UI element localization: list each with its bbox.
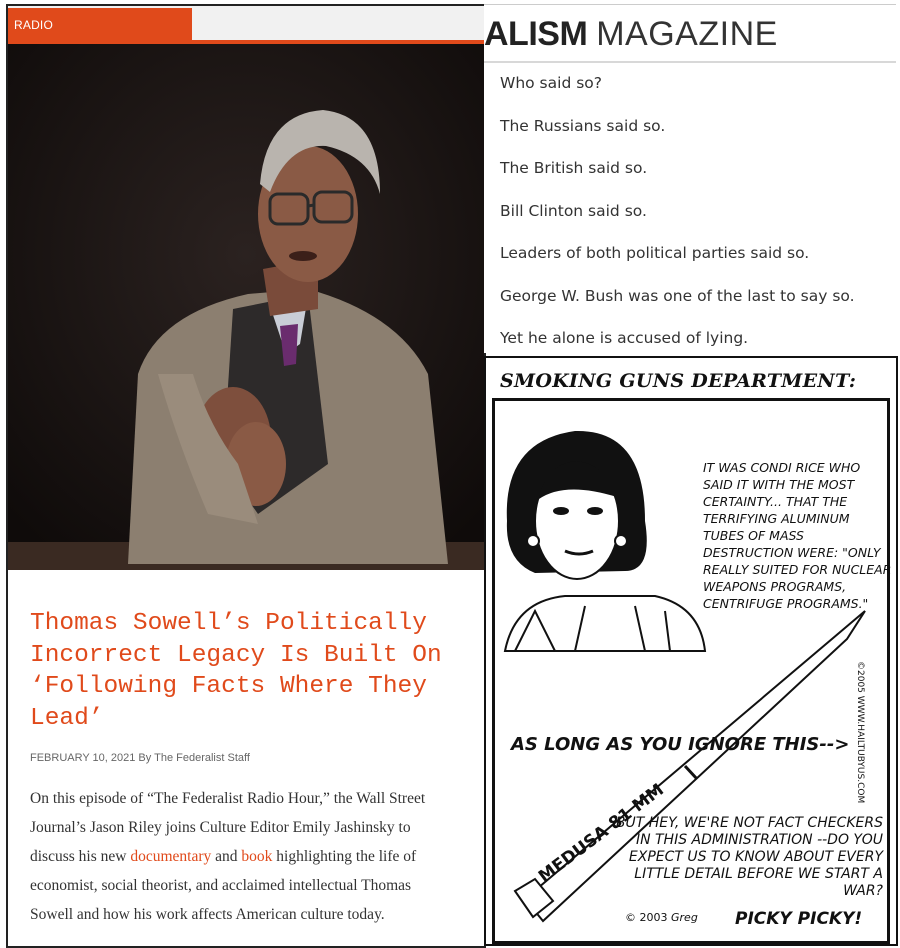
speech-bubble-top: IT WAS CONDI RICE WHO SAID IT WITH THE MOST CERTAINTY... THAT THE TERRIFYING ALUMINUM TUBES OF MASS DESTRUCTION WERE: "ONLY REALLY SUITED FOR NUCLEAR WEAPONS PROGRAMS, CENTRIFUGE PROGRAMS." <box>703 460 892 611</box>
tube-label: MEDUSA 81 MM <box>535 780 668 887</box>
side-copyright: ©2005 WWW.HAILTUBYUS.COM <box>855 661 865 804</box>
body-text-3: highlighting the life of economist, social theorist, and acclaimed intellectual Thomas Sowell and how his work affects American culture today. <box>30 848 417 923</box>
quote-list <box>500 69 855 353</box>
cartoon-frame <box>492 398 890 944</box>
article-body <box>30 784 450 929</box>
magazine-masthead[interactable] <box>484 15 778 54</box>
cartoon-title: SMOKING GUNS DEPARTMENT: <box>500 370 857 392</box>
book-link[interactable]: book <box>241 848 273 865</box>
article-headline[interactable]: Thomas Sowell’s Politically Incorrect Legacy Is Built On ‘Following Facts Where They Lead’ <box>30 610 442 732</box>
speech-bubble-right: BUT HEY, WE'RE NOT FACT CHECKERS IN THIS ADMINISTRATION --DO YOU EXPECT US TO KNOW ABOUT EVERY LITTLE DETAIL BEFORE WE START A WAR? <box>615 815 883 899</box>
magazine-panel <box>484 4 896 353</box>
quote-line: Leaders of both political parties said so. <box>500 244 810 262</box>
quote-line: George W. Bush was one of the last to say so. <box>500 286 855 305</box>
masthead-divider <box>484 61 896 63</box>
editorial-cartoon <box>484 356 898 946</box>
masthead-light: MAGAZINE <box>596 15 778 53</box>
article-panel <box>6 4 486 948</box>
section-label: RADIO <box>14 18 54 32</box>
speech-bubble-left: AS LONG AS YOU IGNORE THIS--> <box>511 734 850 755</box>
documentary-link[interactable]: documentary <box>130 848 212 865</box>
bottom-copyright <box>625 911 698 924</box>
section-tab[interactable] <box>8 8 192 40</box>
masthead-bold: ALISM <box>484 15 588 53</box>
quote-line: The British said so. <box>500 159 648 177</box>
body-text-1: On this episode of “The Federalist Radio Hour,” the Wall Street Journal’s Jason Riley joins Culture Editor Emily Jashinsky to discuss his new <box>30 790 426 865</box>
quote-line: Bill Clinton said so. <box>500 201 647 220</box>
body-text-2: and <box>211 848 242 865</box>
quote-line: The Russians said so. <box>500 116 666 135</box>
artist-signature: Greg <box>671 911 698 924</box>
section-bar <box>8 6 484 46</box>
quote-line: Yet he alone is accused of lying. <box>500 329 749 347</box>
cartoon-punchline: PICKY PICKY! <box>735 909 863 929</box>
article-byline: FEBRUARY 10, 2021 By The Federalist Staff <box>30 752 250 764</box>
copyright-text: © 2003 <box>625 911 668 924</box>
quote-line: Who said so? <box>500 74 602 92</box>
article-photo <box>8 44 484 570</box>
